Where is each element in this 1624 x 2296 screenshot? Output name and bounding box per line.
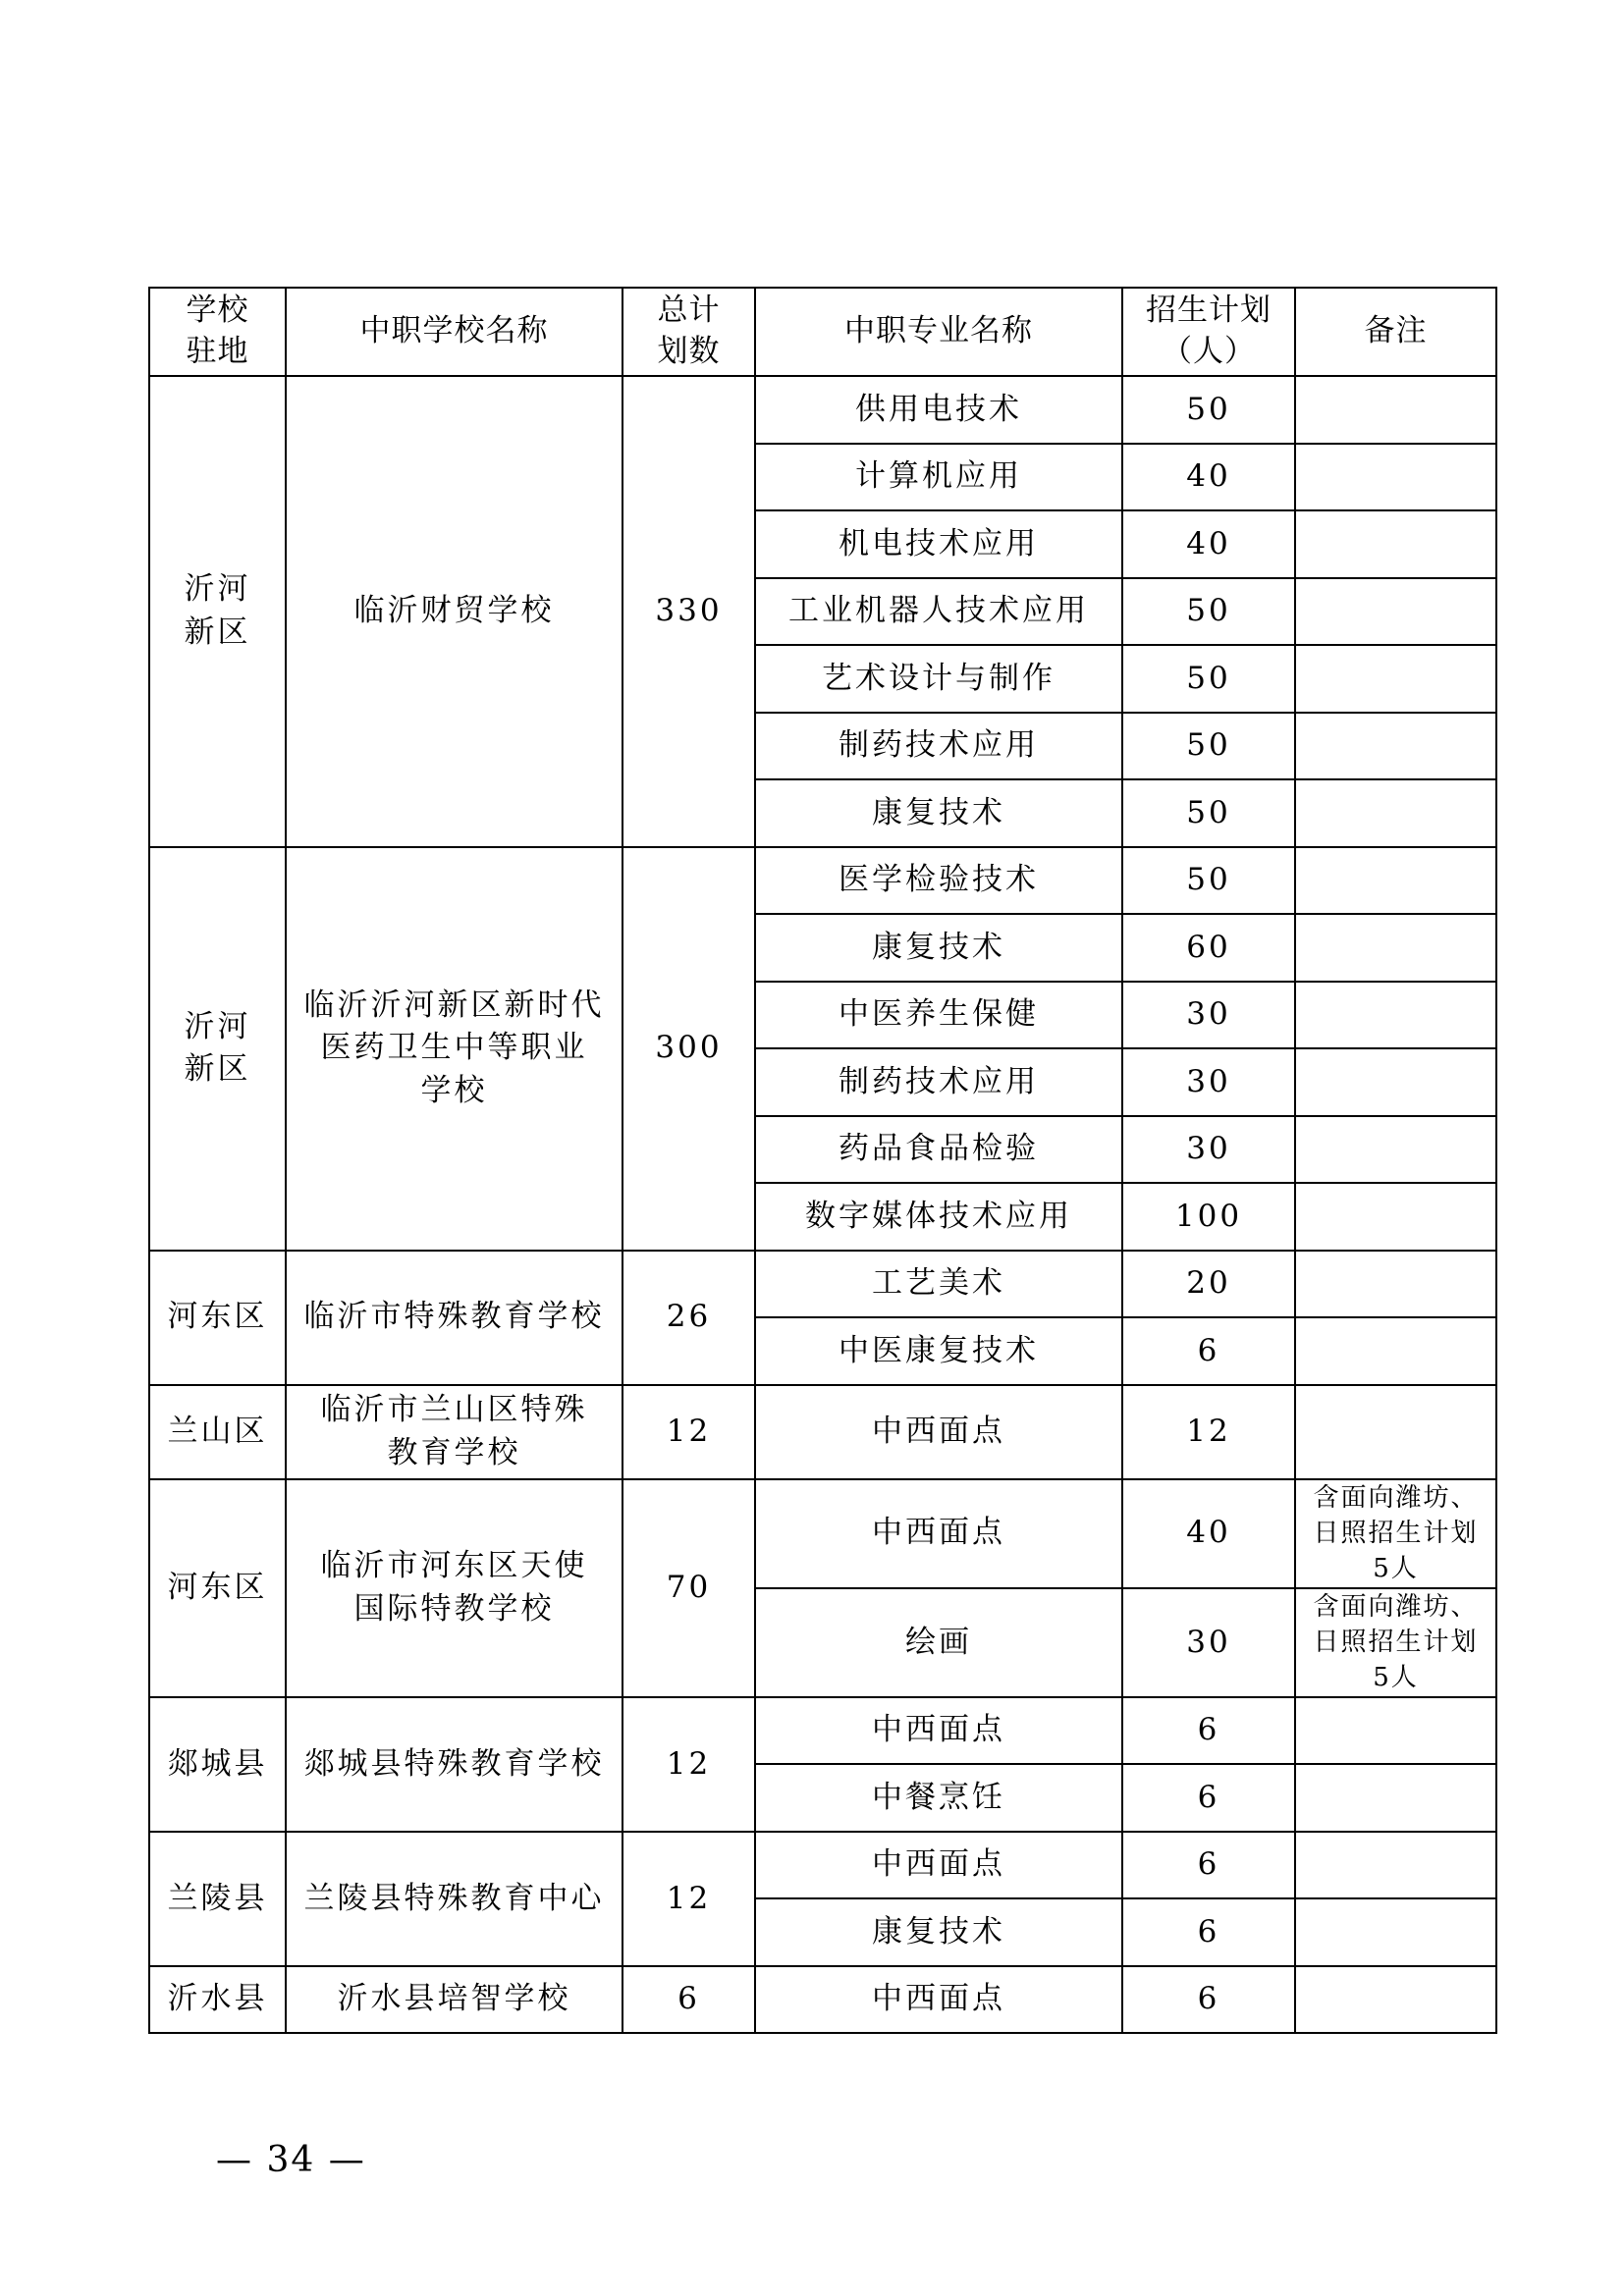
location-cell: [149, 1697, 286, 1832]
note-cell: [1295, 1251, 1496, 1318]
enrollment-plan-cell: 20: [1122, 1251, 1295, 1318]
major-name-cell: 供用电技术: [755, 376, 1122, 444]
table-row: [149, 1479, 1496, 1588]
enrollment-plan-cell: 40: [1122, 444, 1295, 511]
enrollment-plan-cell: 6: [1122, 1317, 1295, 1385]
note-cell: [1295, 1832, 1496, 1899]
header-note: 备注: [1295, 288, 1496, 376]
note-cell: [1295, 1898, 1496, 1966]
table-row: [149, 1251, 1496, 1318]
enrollment-plan-cell: 6: [1122, 1898, 1295, 1966]
location-cell: [149, 1251, 286, 1385]
major-name-cell: 计算机应用: [755, 444, 1122, 511]
note-cell: [1295, 645, 1496, 713]
school-name-cell-line: 临沂沂河新区新时代: [303, 987, 605, 1023]
major-name-cell: 工艺美术: [755, 1251, 1122, 1318]
major-name-cell: 制药技术应用: [755, 1048, 1122, 1116]
note-cell: [1295, 376, 1496, 444]
note-cell: [1295, 914, 1496, 982]
school-name-cell-line: 郯城县特殊教育学校: [303, 1745, 605, 1782]
enrollment-plan-cell: 50: [1122, 578, 1295, 646]
enrollment-plan-cell: 30: [1122, 1588, 1295, 1697]
enrollment-plan-cell: 50: [1122, 779, 1295, 847]
major-name-cell: 工业机器人技术应用: [755, 578, 1122, 646]
school-name-cell: [286, 1832, 623, 1966]
note-line: 5人: [1373, 1663, 1419, 1693]
location-cell: [149, 1832, 286, 1966]
enrollment-plan-cell: 60: [1122, 914, 1295, 982]
enrollment-plan-cell: 50: [1122, 376, 1295, 444]
location-cell: [149, 1479, 286, 1697]
page-number: — 34 —: [216, 2140, 366, 2180]
total-plan-cell: 12: [623, 1385, 755, 1479]
note-line: 日照招生计划: [1313, 1628, 1479, 1658]
enrollment-plan-cell: 30: [1122, 982, 1295, 1049]
major-name-cell: 康复技术: [755, 1898, 1122, 1966]
note-line: 含面向潍坊、: [1313, 1591, 1479, 1622]
school-name-cell: [286, 1251, 623, 1385]
note-cell: [1295, 847, 1496, 915]
school-name-cell: [286, 847, 623, 1251]
school-name-cell-line: 医药卫生中等职业: [320, 1030, 588, 1066]
enrollment-plan-cell: 50: [1122, 847, 1295, 915]
note-cell: [1295, 1317, 1496, 1385]
location-cell: [149, 376, 286, 847]
enrollment-plan-cell: 6: [1122, 1832, 1295, 1899]
table-row: [149, 1966, 1496, 2034]
total-plan-cell: 12: [623, 1832, 755, 1966]
school-name-cell: [286, 1697, 623, 1832]
header-plan: 招生计划 （人）: [1122, 288, 1295, 376]
table-row: [149, 1697, 1496, 1765]
major-name-cell: 中餐烹饪: [755, 1764, 1122, 1832]
school-name-cell-line: 学校: [420, 1072, 488, 1108]
enrollment-plan-cell: 30: [1122, 1048, 1295, 1116]
location-cell-line: 郯城县: [167, 1745, 268, 1782]
school-name-cell-line: 教育学校: [387, 1434, 521, 1470]
enrollment-plan-cell: 50: [1122, 645, 1295, 713]
school-name-cell: [286, 1966, 623, 2034]
total-plan-cell: 70: [623, 1479, 755, 1697]
note-cell: [1295, 1764, 1496, 1832]
enrollment-plan-cell: 6: [1122, 1697, 1295, 1765]
school-name-cell: [286, 1385, 623, 1479]
enrollment-plan-cell: 6: [1122, 1966, 1295, 2034]
note-cell: [1295, 779, 1496, 847]
note-line: 日照招生计划: [1313, 1518, 1479, 1548]
major-name-cell: 中西面点: [755, 1479, 1122, 1588]
school-name-cell-line: 临沂市河东区天使: [320, 1548, 588, 1584]
table-row: [149, 1385, 1496, 1479]
major-name-cell: 康复技术: [755, 914, 1122, 982]
total-plan-cell: 6: [623, 1966, 755, 2034]
total-plan-cell: 26: [623, 1251, 755, 1385]
location-cell-line: 沂河: [184, 1008, 251, 1044]
note-cell: [1295, 1385, 1496, 1479]
major-name-cell: 医学检验技术: [755, 847, 1122, 915]
enrollment-plan-table: [148, 287, 1497, 2034]
major-name-cell: 中西面点: [755, 1385, 1122, 1479]
note-cell: [1295, 1588, 1496, 1697]
location-cell: [149, 1385, 286, 1479]
table-header-row: [149, 288, 1496, 376]
table-body: [149, 376, 1496, 2033]
location-cell: [149, 1966, 286, 2034]
school-name-cell: [286, 376, 623, 847]
location-cell-line: 新区: [184, 1051, 251, 1087]
note-cell: [1295, 1966, 1496, 2034]
header-school: 中职学校名称: [286, 288, 623, 376]
note-line: 5人: [1373, 1554, 1419, 1584]
school-name-cell-line: 沂水县培智学校: [337, 1981, 571, 2017]
school-name-cell-line: 临沂市兰山区特殊: [320, 1392, 588, 1428]
enrollment-plan-cell: 40: [1122, 510, 1295, 578]
location-cell-line: 兰山区: [167, 1413, 268, 1449]
major-name-cell: 中医康复技术: [755, 1317, 1122, 1385]
school-name-cell-line: 国际特教学校: [353, 1590, 555, 1627]
location-cell-line: 沂水县: [167, 1981, 268, 2017]
note-cell: [1295, 1183, 1496, 1251]
location-cell-line: 新区: [184, 614, 251, 650]
note-cell: [1295, 510, 1496, 578]
enrollment-plan-cell: 40: [1122, 1479, 1295, 1588]
total-plan-cell: 300: [623, 847, 755, 1251]
major-name-cell: 中医养生保健: [755, 982, 1122, 1049]
school-name-cell-line: 兰陵县特殊教育中心: [303, 1880, 605, 1916]
total-plan-cell: 12: [623, 1697, 755, 1832]
enrollment-plan-cell: 30: [1122, 1116, 1295, 1184]
major-name-cell: 中西面点: [755, 1966, 1122, 2034]
major-name-cell: 康复技术: [755, 779, 1122, 847]
note-cell: [1295, 713, 1496, 780]
note-cell: [1295, 982, 1496, 1049]
major-name-cell: 艺术设计与制作: [755, 645, 1122, 713]
enrollment-plan-cell: 6: [1122, 1764, 1295, 1832]
school-name-cell-line: 临沂财贸学校: [353, 593, 555, 629]
school-name-cell-line: 临沂市特殊教育学校: [303, 1299, 605, 1335]
note-cell: [1295, 1479, 1496, 1588]
header-location: 学校 驻地: [149, 288, 286, 376]
header-total: 总计 划数: [623, 288, 755, 376]
major-name-cell: 中西面点: [755, 1832, 1122, 1899]
note-cell: [1295, 444, 1496, 511]
total-plan-cell: 330: [623, 376, 755, 847]
location-cell-line: 沂河: [184, 571, 251, 608]
major-name-cell: 制药技术应用: [755, 713, 1122, 780]
major-name-cell: 数字媒体技术应用: [755, 1183, 1122, 1251]
header-major: 中职专业名称: [755, 288, 1122, 376]
note-cell: [1295, 1116, 1496, 1184]
note-line: 含面向潍坊、: [1313, 1482, 1479, 1513]
table-row: [149, 847, 1496, 915]
location-cell-line: 兰陵县: [167, 1880, 268, 1916]
table-row: [149, 1832, 1496, 1899]
note-cell: [1295, 1048, 1496, 1116]
major-name-cell: 机电技术应用: [755, 510, 1122, 578]
school-name-cell: [286, 1479, 623, 1697]
note-cell: [1295, 578, 1496, 646]
enrollment-plan-cell: 12: [1122, 1385, 1295, 1479]
enrollment-plan-cell: 50: [1122, 713, 1295, 780]
major-name-cell: 中西面点: [755, 1697, 1122, 1765]
location-cell: [149, 847, 286, 1251]
major-name-cell: 绘画: [755, 1588, 1122, 1697]
location-cell-line: 河东区: [167, 1569, 268, 1605]
note-cell: [1295, 1697, 1496, 1765]
enrollment-plan-cell: 100: [1122, 1183, 1295, 1251]
major-name-cell: 药品食品检验: [755, 1116, 1122, 1184]
table-row: [149, 376, 1496, 444]
location-cell-line: 河东区: [167, 1299, 268, 1335]
